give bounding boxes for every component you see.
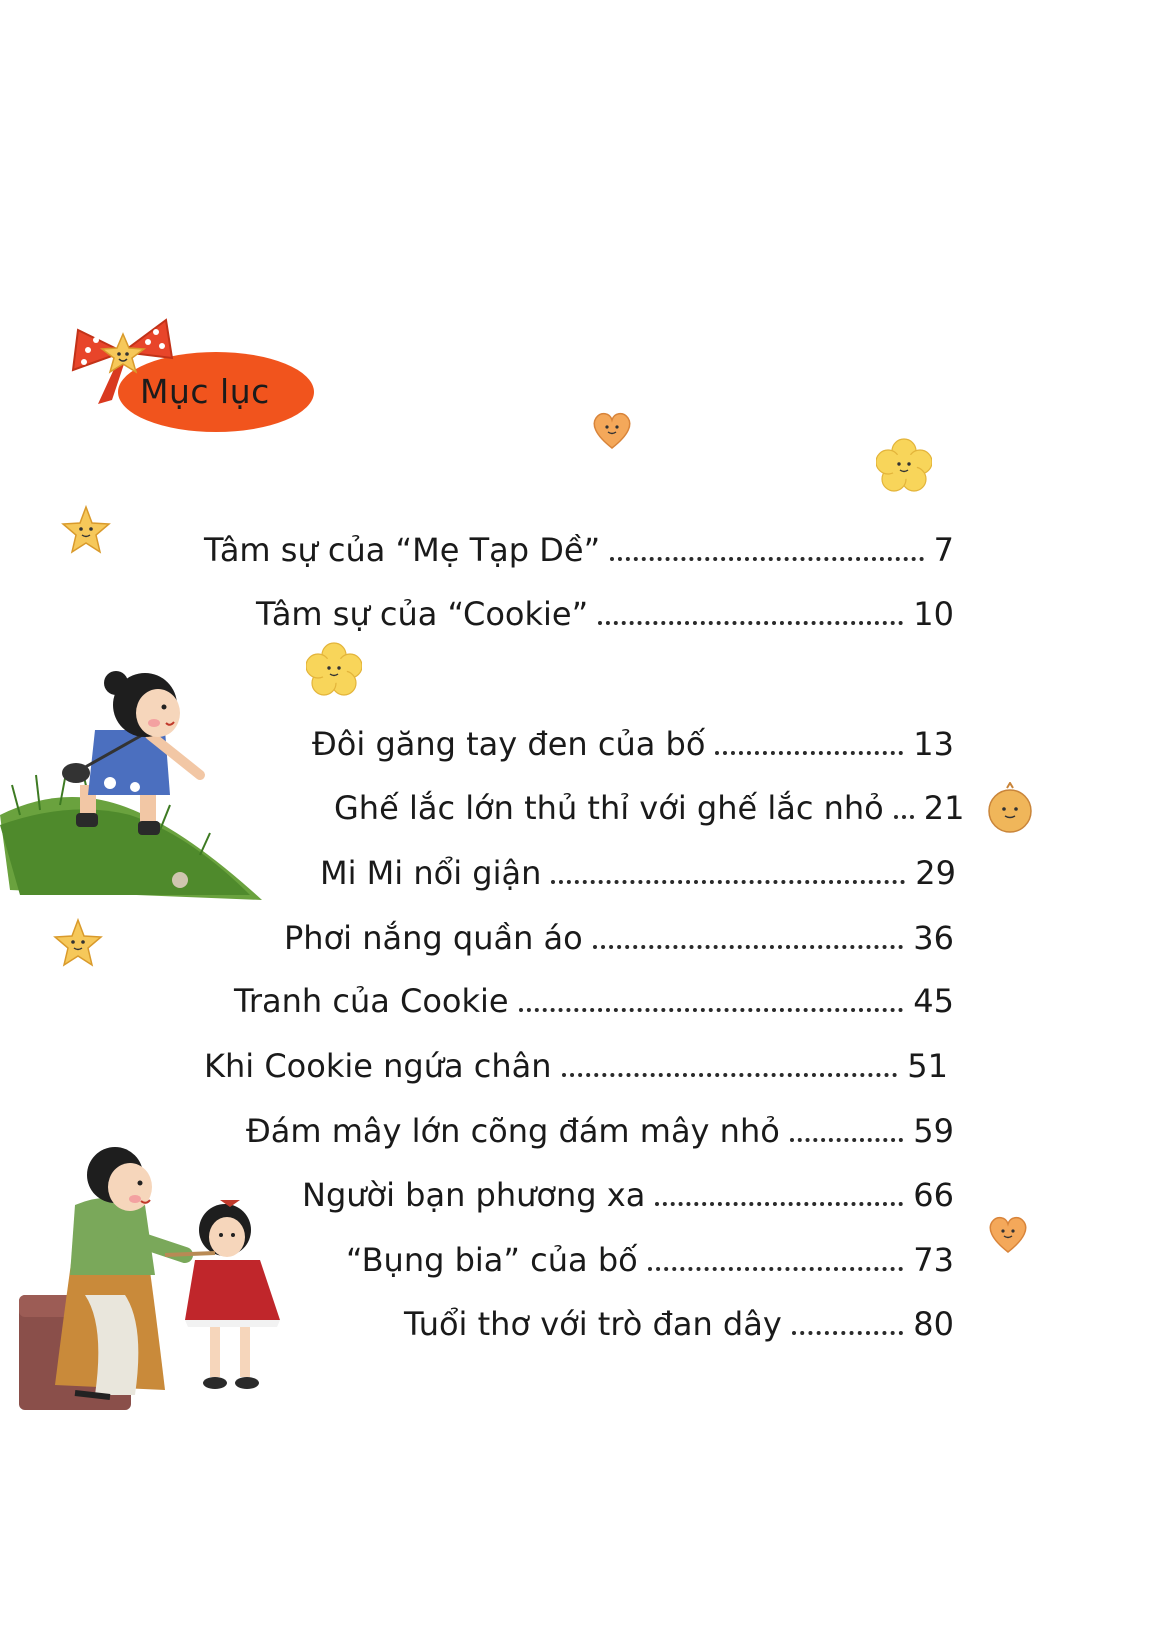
toc-entry-title: Mi Mi nổi giận: [320, 854, 542, 892]
toc-entry-page: 21: [923, 789, 965, 827]
toc-entry-title: Tranh của Cookie: [234, 982, 509, 1020]
toc-leader-dots: [519, 1008, 904, 1012]
star-cookie-icon: [52, 918, 104, 968]
toc-entry-title: Đôi găng tay đen của bố: [312, 725, 706, 763]
toc-entry-title: Người bạn phương xa: [302, 1176, 646, 1214]
toc-entry[interactable]: [204, 1038, 948, 1086]
toc-entry[interactable]: [234, 973, 954, 1021]
toc-entry-title: Tuổi thơ với trò đan dây: [404, 1305, 782, 1343]
toc-entry[interactable]: [346, 1232, 954, 1280]
star-cookie-icon: [60, 505, 112, 555]
toc-entry[interactable]: [302, 1167, 954, 1215]
toc-entry[interactable]: [334, 780, 965, 828]
toc-leader-dots: [894, 815, 914, 819]
toc-entry-page: 10: [913, 595, 954, 633]
toc-entry-page: 13: [913, 725, 954, 763]
toc-leader-dots: [715, 751, 903, 755]
toc-leader-dots: [551, 880, 905, 884]
heart-cookie-icon: [590, 410, 634, 450]
toc-entry-title: Phơi nắng quần áo: [284, 919, 583, 957]
toc-entry-page: 66: [913, 1176, 954, 1214]
toc-entry-page: 7: [933, 531, 954, 569]
toc-entry-page: 59: [913, 1112, 954, 1150]
toc-leader-dots: [792, 1331, 904, 1335]
toc-entry-title: “Bụng bia” của bố: [346, 1241, 638, 1279]
toc-entry-page: 80: [913, 1305, 954, 1343]
toc-entry-title: Đám mây lớn cõng đám mây nhỏ: [246, 1112, 780, 1150]
toc-entry[interactable]: [320, 845, 956, 893]
toc-leader-dots: [610, 557, 924, 561]
toc-entry[interactable]: [284, 910, 954, 958]
toc-leader-dots: [655, 1202, 903, 1206]
toc-entry[interactable]: [404, 1296, 954, 1344]
toc-leader-dots: [648, 1267, 904, 1271]
toc-entry-page: 51: [907, 1047, 948, 1085]
toc-entry[interactable]: [204, 522, 954, 570]
toc-leader-dots: [790, 1138, 903, 1142]
flower-cookie-icon: [876, 438, 932, 492]
page-title: Mục lục: [140, 372, 270, 411]
toc-entry-page: 45: [913, 982, 954, 1020]
toc-entry[interactable]: [246, 1103, 954, 1151]
mother-daughter-illustration: [15, 1145, 290, 1415]
girl-walking-illustration: [0, 665, 265, 905]
toc-leader-dots: [593, 945, 904, 949]
toc-leader-dots: [562, 1073, 898, 1077]
toc-leader-dots: [598, 621, 903, 625]
toc-entry-title: Khi Cookie ngứa chân: [204, 1047, 552, 1085]
toc-entry[interactable]: [312, 716, 954, 764]
toc-entry-title: Tâm sự của “Cookie”: [256, 595, 589, 633]
toc-entry[interactable]: [256, 586, 954, 634]
toc-entry-title: Ghế lắc lớn thủ thỉ với ghế lắc nhỏ: [334, 789, 884, 827]
toc-entry-title: Tâm sự của “Mẹ Tạp Dề”: [204, 531, 601, 569]
round-cookie-icon: [985, 782, 1035, 834]
toc-entry-page: 29: [915, 854, 956, 892]
flower-cookie-icon: [306, 642, 362, 696]
toc-entry-page: 36: [913, 919, 954, 957]
heart-cookie-icon: [986, 1214, 1030, 1254]
toc-entry-page: 73: [913, 1241, 954, 1279]
